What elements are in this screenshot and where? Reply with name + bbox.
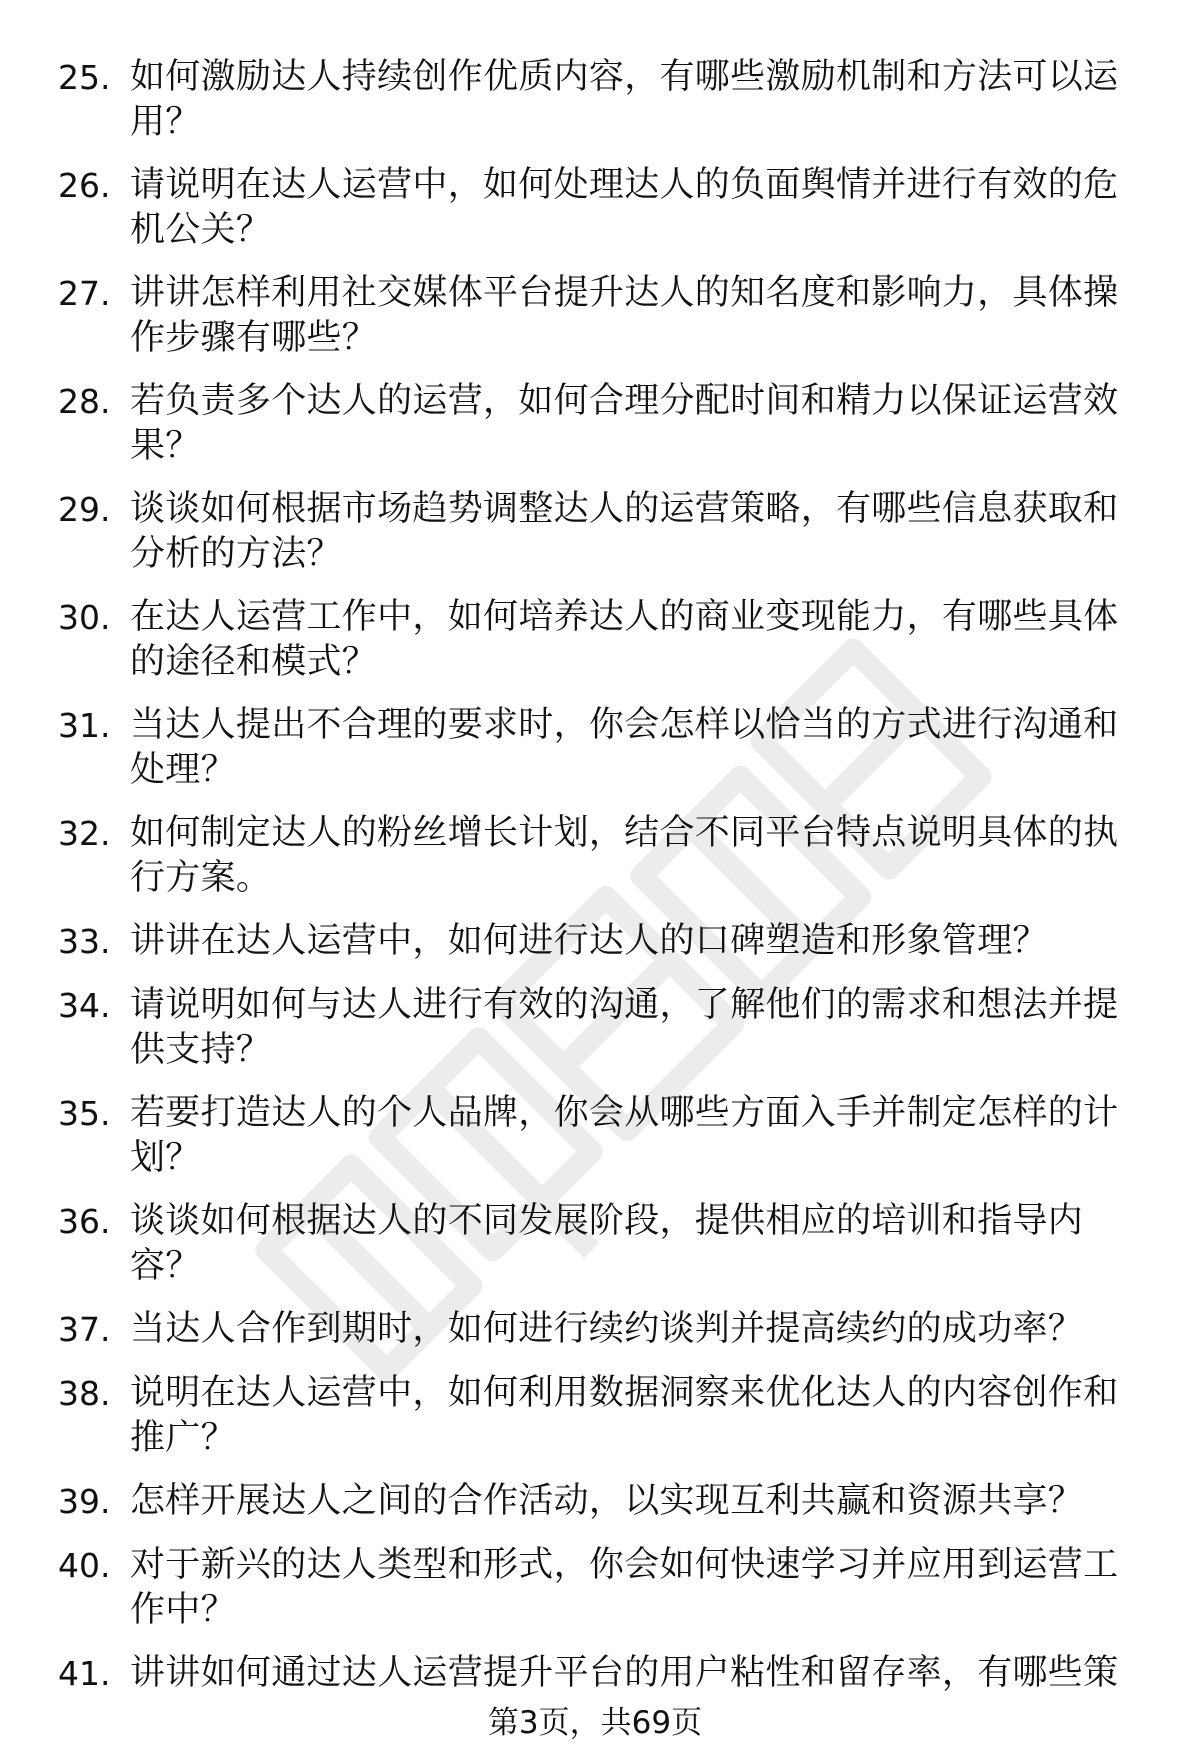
question-text: 对于新兴的达人类型和形式，你会如何快速学习并应用到运营工 作中？ [130, 1545, 1119, 1630]
question-text: 若负责多个达人的运营，如何合理分配时间和精力以保证运营效 果？ [130, 381, 1119, 466]
question-text: 请说明在达人运营中，如何处理达人的负面舆情并进行有效的危 机公关？ [130, 165, 1119, 250]
question-text: 当达人合作到期时，如何进行续约谈判并提高续约的成功率？ [130, 1309, 1084, 1349]
question-number: 26. [58, 166, 111, 205]
question-number: 30. [58, 598, 111, 637]
question-text: 说明在达人运营中，如何利用数据洞察来优化达人的内容创作和 推广？ [130, 1373, 1119, 1458]
question-text: 讲讲在达人运营中，如何进行达人的口碑塑造和形象管理？ [130, 921, 1048, 961]
question-number: 41. [58, 1654, 111, 1693]
page-footer: 第3页，共69页 [487, 1705, 703, 1741]
question-number: 38. [58, 1374, 111, 1413]
question-number: 37. [58, 1310, 111, 1349]
question-number: 32. [58, 814, 111, 853]
question-number: 36. [58, 1202, 111, 1241]
question-number: 34. [58, 986, 111, 1025]
question-number: 31. [58, 706, 111, 745]
question-number: 35. [58, 1094, 111, 1133]
question-number: 28. [58, 382, 111, 421]
question-number: 40. [58, 1546, 111, 1585]
question-number: 25. [58, 58, 111, 97]
question-text: 当达人提出不合理的要求时，你会怎样以恰当的方式进行沟通和 处理？ [130, 705, 1119, 790]
question-text: 请说明如何与达人进行有效的沟通，了解他们的需求和想法并提 供支持？ [130, 985, 1119, 1070]
question-text: 在达人运营工作中，如何培养达人的商业变现能力，有哪些具体 的途径和模式？ [130, 597, 1119, 682]
question-number: 33. [58, 922, 111, 961]
question-text: 谈谈如何根据达人的不同发展阶段，提供相应的培训和指导内 容？ [130, 1201, 1084, 1286]
question-text: 怎样开展达人之间的合作活动，以实现互利共赢和资源共享？ [130, 1481, 1084, 1521]
question-number: 39. [58, 1482, 111, 1521]
question-text: 若要打造达人的个人品牌，你会从哪些方面入手并制定怎样的计 划？ [130, 1093, 1119, 1178]
question-text: 如何激励达人持续创作优质内容，有哪些激励机制和方法可以运 用？ [130, 57, 1119, 142]
question-text: 讲讲怎样利用社交媒体平台提升达人的知名度和影响力，具体操 作步骤有哪些？ [130, 273, 1119, 358]
question-text: 讲讲如何通过达人运营提升平台的用户粘性和留存率，有哪些策 [130, 1653, 1119, 1693]
question-number: 29. [58, 490, 111, 529]
question-text: 如何制定达人的粉丝增长计划，结合不同平台特点说明具体的执 行方案。 [130, 813, 1119, 898]
question-text: 谈谈如何根据市场趋势调整达人的运营策略，有哪些信息获取和 分析的方法？ [130, 489, 1119, 574]
question-number: 27. [58, 274, 111, 313]
